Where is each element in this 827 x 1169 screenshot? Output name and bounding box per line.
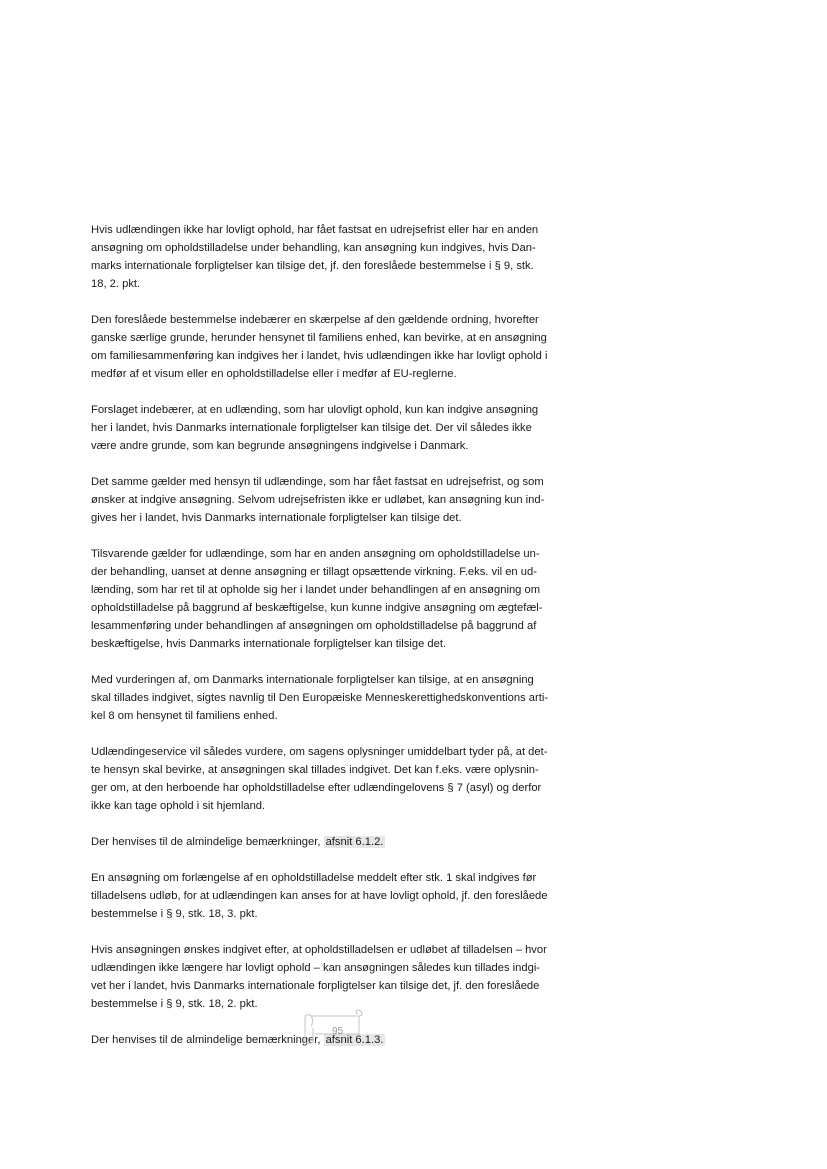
text-line: Med vurderingen af, om Danmarks internationale forpligtelser kan tilsige, at en ansøgning — [91, 674, 534, 686]
text-line: opholdstilladelse på baggrund af beskæftigelse, kun kunne indgive ansøgning om ægtefæl- — [91, 602, 543, 614]
text-line: bestemmelse i § 9, stk. 18, 2. pkt. — [91, 998, 258, 1010]
text-line: Forslaget indebærer, at en udlænding, som har ulovligt ophold, kun kan indgive ansøgning — [91, 404, 539, 416]
text-line: marks internationale forpligtelser kan tilsige det, jf. den foreslåede bestemmelse i § 9, stk. — [91, 260, 534, 272]
text-line: beskæftigelse, hvis Danmarks internationale forpligtelser kan tilsige det. — [91, 638, 447, 650]
text-line: lænding, som har ret til at opholde sig her i landet under behandlingen af en ansøgning om — [91, 584, 541, 596]
text-line: medfør af et visum eller en opholdstilladelse eller i medfør af EU-reglerne. — [91, 368, 457, 380]
section-reference-link[interactable]: afsnit 6.1.2. — [325, 836, 384, 848]
text-line: Der henvises til de almindelige bemærkninger, — [91, 836, 324, 848]
text-line: Det samme gælder med hensyn til udlændinge, som har fået fastsat en udrejsefrist, og som — [91, 476, 544, 488]
paragraph — [91, 545, 587, 653]
reference-paragraph — [91, 833, 587, 851]
text-line: Den foreslåede bestemmelse indebærer en skærpelse af den gældende ordning, hvorefter — [91, 314, 539, 326]
text-line: Der henvises til de almindelige bemærkninger, — [91, 1034, 324, 1046]
paragraph — [91, 401, 587, 455]
text-line: om familiesammenføring kan indgives her i landet, hvis udlændingen ikke har lovligt ophold i — [91, 350, 548, 362]
text-line: være andre grunde, som kan begrunde ansøgningens indgivelse i Danmark. — [91, 440, 469, 452]
scroll-stamp-icon — [301, 1004, 367, 1044]
text-line: lesammenføring under behandlingen af ansøgningen om opholdstilladelse på baggrund af — [91, 620, 537, 632]
text-line: Hvis ansøgningen ønskes indgivet efter, at opholdstilladelsen er udløbet af tilladelsen – hvor — [91, 944, 547, 956]
text-line: ganske særlige grunde, herunder hensynet til familiens enhed, kan bevirke, at en ansøgning — [91, 332, 547, 344]
text-line: En ansøgning om forlængelse af en opholdstilladelse meddelt efter stk. 1 skal indgives før — [91, 872, 537, 884]
text-line: ikke kan tage ophold i sit hjemland. — [91, 800, 266, 812]
text-line: vet her i landet, hvis Danmarks internationale forpligtelser kan tilsige det, jf. den foreslåede — [91, 980, 540, 992]
text-line: ger om, at den herboende har opholdstilladelse efter udlændingelovens § 7 (asyl) og derfor — [91, 782, 542, 794]
page-number-stamp — [301, 1004, 367, 1044]
paragraph — [91, 671, 587, 725]
text-line: ønsker at indgive ansøgning. Selvom udrejsefristen ikke er udløbet, kan ansøgning kun ind- — [91, 494, 545, 506]
paragraph — [91, 869, 587, 923]
document-body — [91, 221, 587, 1067]
text-line: te hensyn skal bevirke, at ansøgningen skal tillades indgivet. Det kan f.eks. være oplysnin- — [91, 764, 539, 776]
text-line: udlændingen ikke længere har lovligt ophold – kan ansøgningen således kun tillades indgi- — [91, 962, 541, 974]
paragraph — [91, 221, 587, 293]
text-line: 18, 2. pkt. — [91, 278, 141, 290]
paragraph — [91, 473, 587, 527]
text-line: kel 8 om hensynet til familiens enhed. — [91, 710, 278, 722]
text-line: gives her i landet, hvis Danmarks internationale forpligtelser kan tilsige det. — [91, 512, 462, 524]
text-line: ansøgning om opholdstilladelse under behandling, kan ansøgning kun indgives, hvis Dan- — [91, 242, 536, 254]
text-line: der behandling, uanset at denne ansøgning er tillagt opsættende virkning. F.eks. vil en ud- — [91, 566, 537, 578]
text-line: Tilsvarende gælder for udlændinge, som har en anden ansøgning om opholdstilladelse un- — [91, 548, 540, 560]
text-line: skal tillades indgivet, sigtes navnlig til Den Europæiske Menneskerettighedskonventions arti- — [91, 692, 549, 704]
text-line: Udlændingeservice vil således vurdere, om sagens oplysninger umiddelbart tyder på, at det- — [91, 746, 548, 758]
text-line: bestemmelse i § 9, stk. 18, 3. pkt. — [91, 908, 258, 920]
paragraph — [91, 941, 587, 1013]
text-line: her i landet, hvis Danmarks internationale forpligtelser kan tilsige det. Der vil således ikke — [91, 422, 532, 434]
text-line: Hvis udlændingen ikke har lovligt ophold, har fået fastsat en udrejsefrist eller har en anden — [91, 224, 539, 236]
text-line: tilladelsens udløb, for at udlændingen kan anses for at have lovligt ophold, jf. den foreslåede — [91, 890, 548, 902]
paragraph — [91, 743, 587, 815]
paragraph — [91, 311, 587, 383]
page-number: 95 — [332, 1026, 344, 1037]
section-reference-link[interactable]: afsnit 6.1.3. — [325, 1034, 384, 1046]
